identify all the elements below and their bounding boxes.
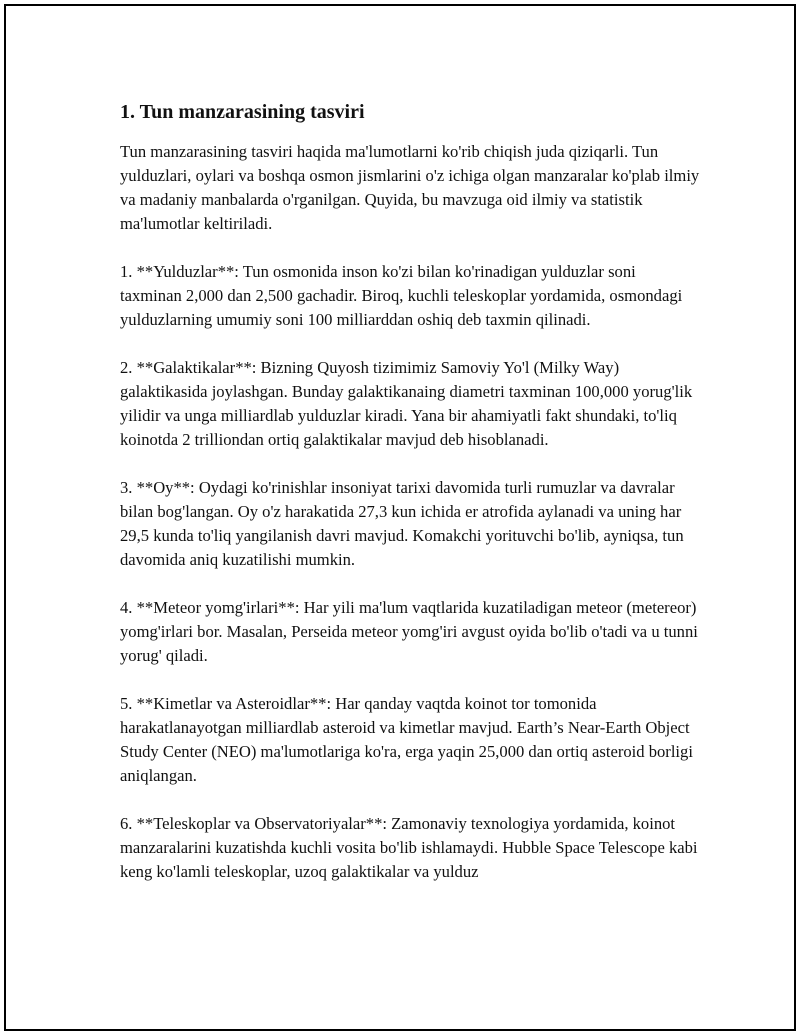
document-page [4,4,796,1031]
paragraph-telescopes: 6. **Teleskoplar va Observatoriyalar**: Zamonaviy texnologiya yordamida, koinot manzaralarini kuzatishda kuchli vosita bo'lib ishlamaydi. Hubble Space Telescope kabi keng ko'lamli teleskoplar, uzoq galaktikalar va yulduz [120,814,698,881]
paragraph-galaxies: 2. **Galaktikalar**: Bizning Quyosh tizimimiz Samoviy Yo'l (Milky Way) galaktikasida joylashgan. Bunday galaktikanaing diametri taxminan 100,000 yorug'lik yilidir va unga milliardlab yulduzlar kiradi. Yana bir ahamiyatli fakt shundaki, to'liq koinotda 2 trilliondan ortiq galaktikalar mavjud deb hisoblanadi. [120,358,693,449]
paragraph-stars: 1. **Yulduzlar**: Tun osmonida inson ko'zi bilan ko'rinadigan yulduzlar soni taxminan 2,000 dan 2,500 gachadir. Biroq, kuchli teleskoplar yordamida, osmondagi yulduzlarning umumiy soni 100 milliarddan oshiq deb taxmin qilinadi. [120,262,683,329]
intro-paragraph: Tun manzarasining tasviri haqida ma'lumotlarni ko'rib chiqish juda qiziqarli. Tun yulduzlari, oylari va boshqa osmon jismlarini o'z ichiga olgan manzaralar ko'plab ilmiy va madaniy manbalarda o'rganilgan. Quyida, bu mavzuga oid ilmiy va statistik ma'lumotlar keltiriladi. [120,142,700,233]
paragraph-comets-asteroids: 5. **Kimetlar va Asteroidlar**: Har qanday vaqtda koinot tor tomonida harakatlanayotgan milliardlab asteroid va kimetlar mavjud. Earth’s Near-Earth Object Study Center (NEO) ma'lumotlariga ko'ra, erga yaqin 25,000 dan ortiq asteroid borligi aniqlangan. [120,694,693,785]
document-body [120,98,700,908]
section-heading: 1. Tun manzarasining tasviri [120,101,365,123]
paragraph-moon: 3. **Oy**: Oydagi ko'rinishlar insoniyat tarixi davomida turli rumuzlar va davralar bilan bog'langan. Oy o'z harakatida 27,3 kun ichida er atrofida aylanadi va uning har 29,5 kunda to'liq yangilanish davri mavjud. Komakchi yorituvchi bo'lib, ayniqsa, tun davomida aniq kuzatilishi mumkin. [120,478,684,569]
paragraph-meteor-showers: 4. **Meteor yomg'irlari**: Har yili ma'lum vaqtlarida kuzatiladigan meteor (metereor) yomg'irlari bor. Masalan, Perseida meteor yomg'iri avgust oyida bo'lib o'tadi va u tunni yorug' qiladi. [120,598,698,665]
